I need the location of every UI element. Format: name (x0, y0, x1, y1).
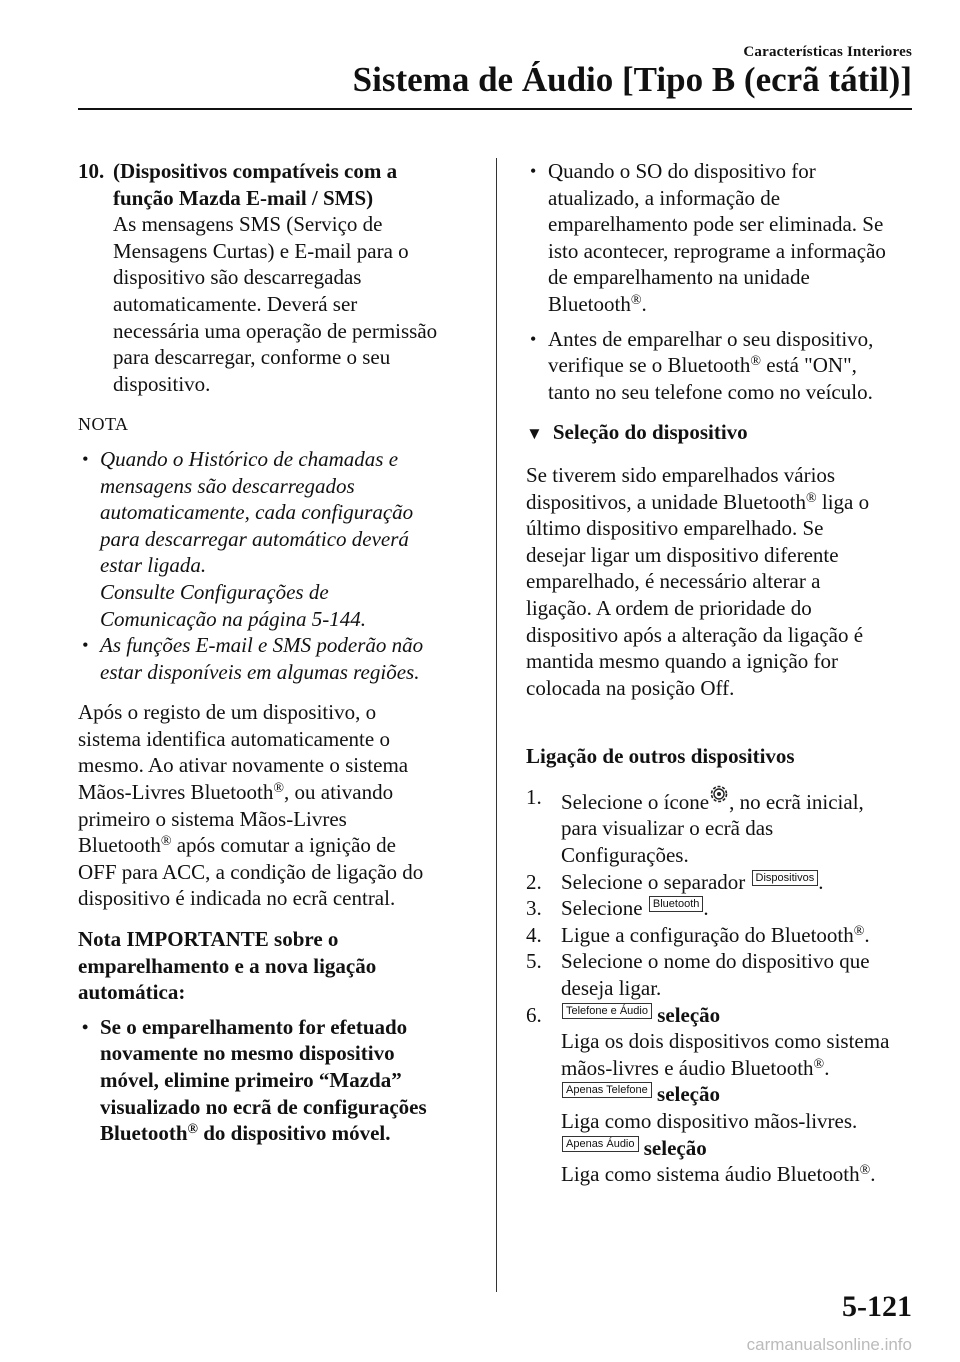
item-text (113, 158, 476, 397)
step-4: 4. Ligue a configuração do Bluetooth®. (526, 922, 870, 947)
bullet-item: • Quando o SO do dispositivo for atualizado, a informação de emparelhamento pode ser eliminada. Se isto acontecer, reprograme a informação de emparelhamento na unidade Bluetooth®. (530, 159, 886, 316)
step-6: 6. Telefone e Áudio seleção Liga os dois dispositivos como sistema mãos-livres e áudio Bluetooth®. Apenas Telefone seleção Liga como dispositivo mãos-livres. Apenas Áudio seleção Liga como sistema áudio Bluetooth®. (526, 1002, 890, 1187)
item-body: As mensagens SMS (Serviço de Mensagens Curtas) e E-mail para o dispositivo são descarregadas automaticamente. Deverá ser necessária uma operação de permissão para descarregar, conforme o seu dispositivo. (113, 212, 438, 396)
bluetooth-button: Bluetooth (649, 896, 703, 912)
page-title: Sistema de Áudio [Tipo B (ecrã tátil)] (352, 60, 912, 99)
bullet-item: • Antes de emparelhar o seu dispositivo, verifique se o Bluetooth® está "ON", tanto no seu telefone como no veículo. (530, 326, 874, 404)
nota-bullet: • Quando o Histórico de chamadas e mensagens são descarregados automaticamente, cada configuração para descarregar automático deverá estar ligada. Consulte Configurações de Comunicação na página 5-144. (82, 446, 414, 631)
audio-only-button: Apenas Áudio (562, 1136, 639, 1152)
phone-and-audio-button: Telefone e Áudio (562, 1003, 652, 1019)
column-divider (496, 158, 497, 1292)
step-3: 3. Selecione Bluetooth . (526, 896, 709, 921)
section-label: Características Interiores (743, 44, 912, 60)
right-column (526, 158, 926, 1188)
tab-devices-button: Dispositivos (752, 870, 819, 886)
header-rule (78, 108, 912, 110)
left-column (78, 158, 476, 1147)
item-10 (78, 158, 476, 397)
step-1: 1. Selecione o ícone , no ecrã inicial, para visualizar o ecrã das Configurações. (526, 784, 864, 868)
item-title: (Dispositivos compatíveis com a função Mazda E-mail / SMS) (113, 159, 398, 210)
subsection-heading: Ligação de outros dispositivos (526, 744, 795, 769)
important-heading: Nota IMPORTANTE sobre o emparelhamento e a nova ligação automática: (78, 927, 377, 1005)
gear-icon (709, 784, 729, 804)
step-5: 5. Selecione o nome do dispositivo que deseja ligar. (526, 949, 870, 1001)
item-number: 10. (78, 159, 105, 183)
nota-label: NOTA (78, 414, 129, 435)
watermark: carmanualsonline.info (746, 1335, 912, 1354)
section-heading: ▼ Seleção do dispositivo (526, 419, 926, 448)
triangle-down-icon: ▼ (526, 424, 543, 444)
step-2: 2. Selecione o separador Dispositivos . (526, 869, 824, 894)
paragraph: Se tiverem sido emparelhados vários dispositivos, a unidade Bluetooth® liga o último dispositivo emparelhado. Se desejar ligar um dispositivo diferente emparelhado, é necessário alterar a ligação. A ordem de prioridade do dispositivo após a alteração da ligação é mantida mesmo quando a ignição for colocada na posição Off. (526, 462, 870, 700)
page-number: 5-121 (842, 1290, 912, 1323)
nota-bullet: • As funções E-mail e SMS poderão não estar disponíveis em algumas regiões. (82, 633, 424, 684)
phone-only-button: Apenas Telefone (562, 1082, 652, 1098)
paragraph: Após o registo de um dispositivo, o sistema identifica automaticamente o mesmo. Ao ativar novamente o sistema Mãos-Livres Bluetooth®, ou ativando primeiro o sistema Mãos-Livres Bluetooth® após comutar a ignição de OFF para ACC, a condição de ligação do dispositivo é indicada no ecrã central. (78, 700, 424, 911)
important-bullet: • Se o emparelhamento for efetuado novamente no mesmo dispositivo móvel, elimine primeiro “Mazda” visualizado no ecrã de configurações Bluetooth® do dispositivo móvel. (82, 1014, 427, 1146)
